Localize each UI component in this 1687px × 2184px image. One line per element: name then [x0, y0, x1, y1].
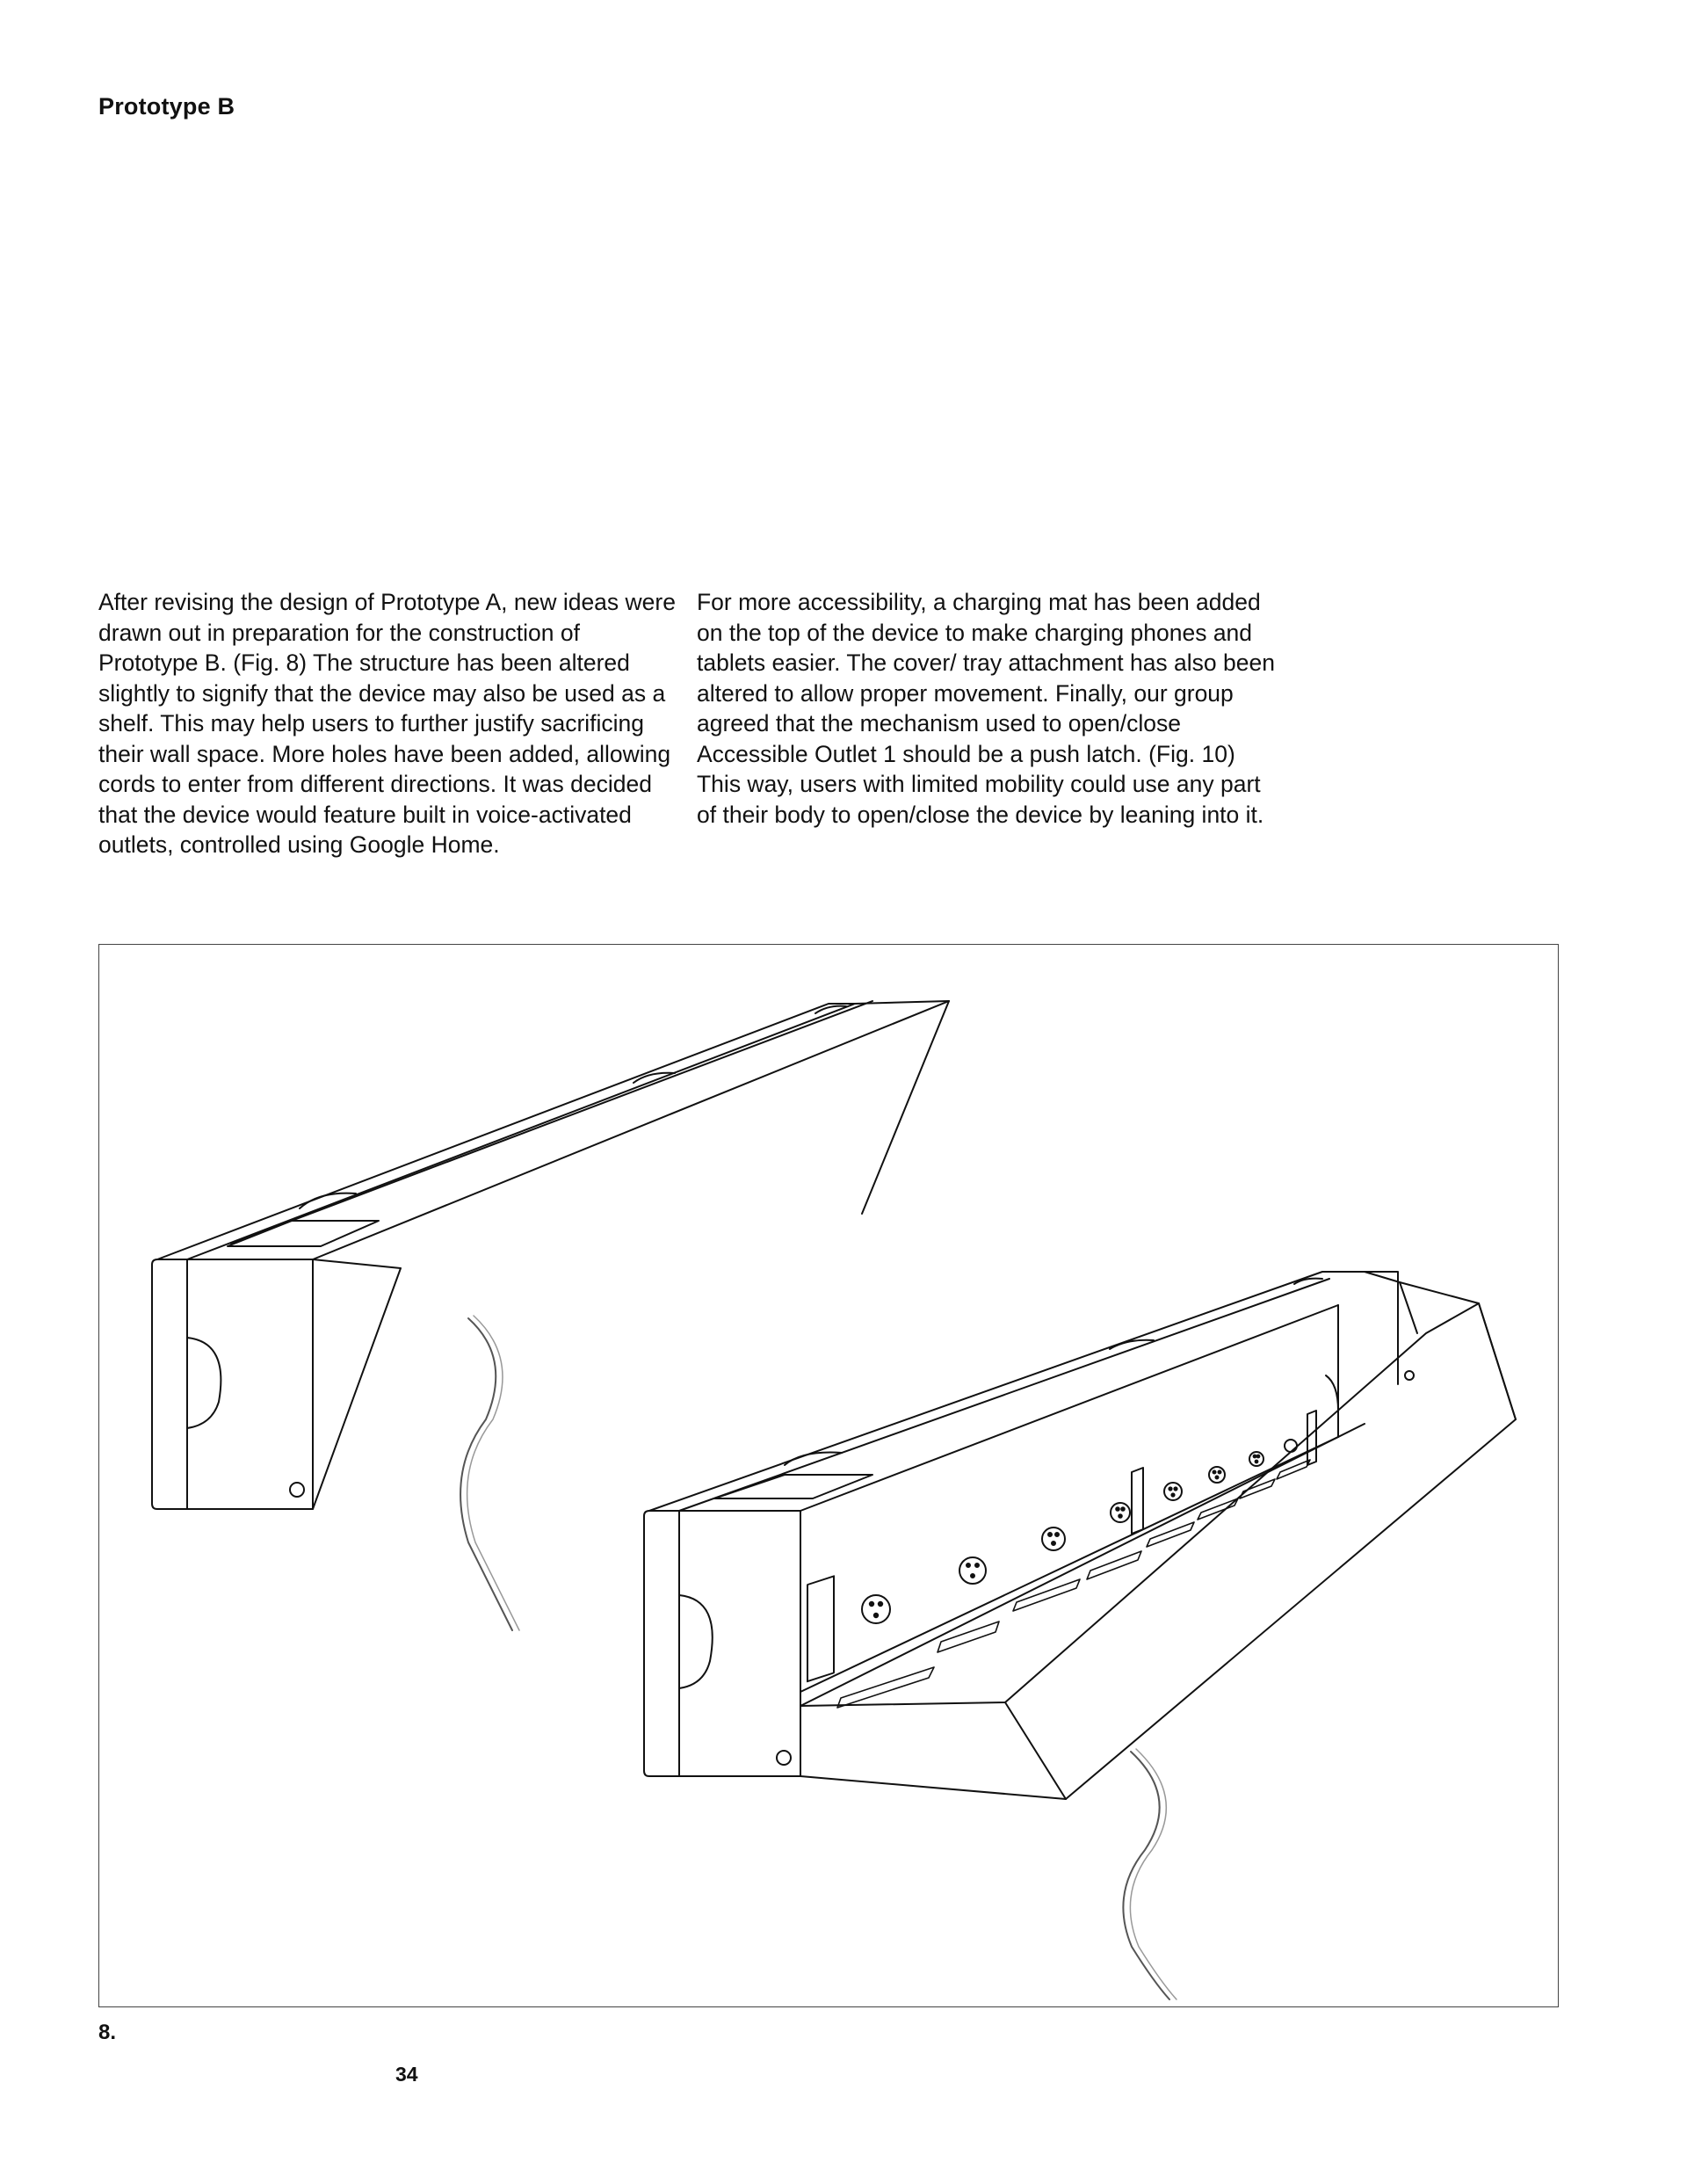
device-open-drawing: [644, 1272, 1516, 1999]
body-paragraph-left: After revising the design of Prototype A, new ideas were drawn out in preparation for the construction of Prototype B. (Fig. 8) The structure has been altered slightly to signify that the device may also be used as a shelf. This may help users to further justify sacrificing their wall space. More holes have been added, allowing cords to enter from different directions. It was decided that the device would feature built in voice-activated outlets, controlled using Google Home.: [98, 589, 676, 858]
page-number: 34: [395, 2063, 418, 2086]
page-title: Prototype B: [98, 93, 235, 120]
figure-frame: [98, 944, 1559, 2007]
figure-label: 8.: [98, 2021, 117, 2044]
body-paragraph-right: For more accessibility, a charging mat has been added on the top of the device to make charging phones and tablets easier. The cover/ tray attachment has also been altered to allow proper movement. Finally, our group agreed that the mechanism used to open/close Accessible Outlet 1 should be a push latch. (Fig. 10) This way, users with limited mobility could use any part of their body to open/close the device by leaning into it.: [697, 589, 1275, 828]
device-closed-drawing: [152, 1001, 949, 1630]
prototype-b-line-drawing: [99, 945, 1560, 2008]
